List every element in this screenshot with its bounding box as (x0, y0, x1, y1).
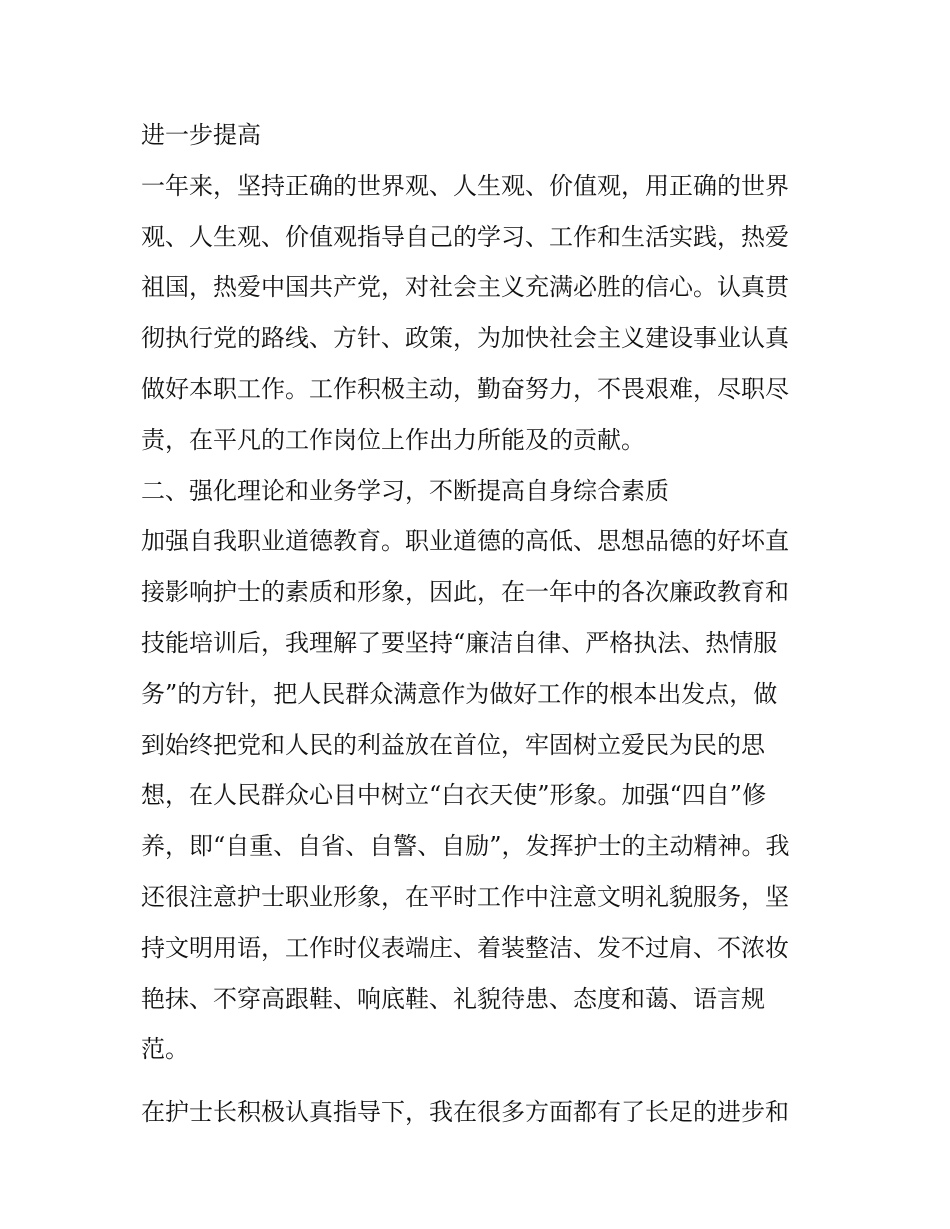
text-line: 技能培训后，我理解了要坚持“廉洁自律、严格执法、热情服 (141, 628, 778, 657)
text-line: 范。 (141, 1035, 189, 1064)
text-line: 一年来，坚持正确的世界观、人生观、价值观，用正确的世界 (141, 171, 789, 200)
text-line: 持文明用语，工作时仪表端庄、着装整洁、发不过肩、不浓妆 (141, 933, 789, 962)
text-line: 观、人生观、价值观指导自己的学习、工作和生活实践，热爱 (141, 222, 789, 251)
text-line: 彻执行党的路线、方针、政策，为加快社会主义建设事业认真 (141, 324, 789, 353)
text-line: 想，在人民群众心目中树立“白衣天使”形象。加强“四自”修 (141, 781, 767, 810)
text-line: 务”的方针，把人民群众满意作为做好工作的根本出发点，做 (141, 679, 778, 708)
text-line: 进一步提高 (141, 121, 261, 149)
text-line: 到始终把党和人民的利益放在首位，牢固树立爱民为民的思 (141, 730, 765, 759)
text-line: 在护士长积极认真指导下，我在很多方面都有了长足的进步和 (141, 1098, 789, 1127)
text-line: 加强自我职业道德教育。职业道德的高低、思想品德的好坏直 (141, 527, 789, 556)
text-line: 艳抹、不穿高跟鞋、响底鞋、礼貌待患、态度和蔼、语言规 (141, 984, 765, 1013)
document-body (141, 110, 821, 1138)
text-line: 责，在平凡的工作岗位上作出力所能及的贡献。 (141, 425, 645, 454)
text-line: 做好本职工作。工作积极主动，勤奋努力，不畏艰难，尽职尽 (141, 374, 789, 403)
text-line: 祖国，热爱中国共产党，对社会主义充满必胜的信心。认真贯 (141, 273, 789, 302)
section-heading: 二、强化理论和业务学习，不断提高自身综合素质 (141, 476, 669, 505)
text-line: 还很注意护士职业形象，在平时工作中注意文明礼貌服务，坚 (141, 882, 789, 911)
text-line: 接影响护士的素质和形象，因此，在一年中的各次廉政教育和 (141, 578, 789, 607)
text-line: 养，即“自重、自省、自警、自励”，发挥护士的主动精神。我 (141, 832, 790, 861)
paragraph-gap (141, 1075, 821, 1087)
